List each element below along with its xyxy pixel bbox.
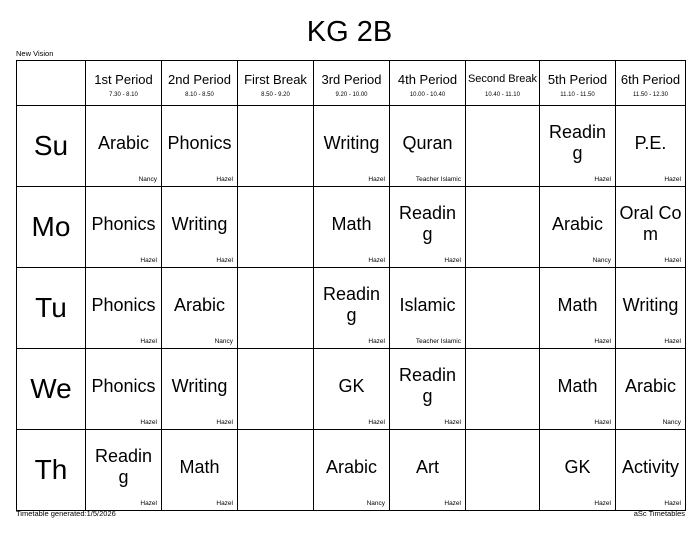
break-cell bbox=[466, 268, 540, 349]
teacher: Hazel bbox=[594, 176, 611, 183]
period-name: 1st Period bbox=[94, 72, 153, 87]
lesson-cell bbox=[540, 349, 616, 430]
subject: GK bbox=[338, 375, 365, 396]
subject: Readin g bbox=[398, 203, 457, 244]
teacher: Nancy bbox=[662, 419, 681, 426]
period-time: 11.50 - 12.30 bbox=[633, 92, 668, 98]
school-name: New Vision bbox=[16, 49, 54, 58]
lesson-cell bbox=[616, 106, 686, 187]
day-row-mo bbox=[17, 187, 686, 268]
break-cell bbox=[238, 268, 314, 349]
lesson-cell bbox=[86, 268, 162, 349]
subject: Arabic bbox=[97, 132, 150, 153]
teacher: Hazel bbox=[140, 500, 157, 507]
subject: Arabic bbox=[173, 294, 226, 315]
period-time: 7.30 - 8.10 bbox=[109, 92, 138, 98]
period-time: 8.50 - 9.20 bbox=[261, 92, 290, 98]
lesson-cell bbox=[390, 268, 466, 349]
teacher: Hazel bbox=[216, 257, 233, 264]
period-name: Second Break bbox=[467, 73, 538, 85]
lesson-cell bbox=[162, 430, 238, 511]
break-cell bbox=[466, 430, 540, 511]
break-header bbox=[466, 61, 540, 106]
teacher: Hazel bbox=[594, 500, 611, 507]
lesson-cell bbox=[86, 349, 162, 430]
day-row-su bbox=[17, 106, 686, 187]
subject: Math bbox=[557, 375, 598, 396]
teacher: Hazel bbox=[140, 338, 157, 345]
subject: Readin g bbox=[94, 446, 153, 487]
lesson-cell bbox=[162, 268, 238, 349]
subject: Activity bbox=[621, 456, 679, 477]
period-header bbox=[86, 61, 162, 106]
period-name: 6th Period bbox=[620, 72, 681, 87]
lesson-cell bbox=[390, 349, 466, 430]
subject: Arabic bbox=[325, 456, 378, 477]
subject: Readin g bbox=[398, 365, 457, 406]
period-time: 9.20 - 10.00 bbox=[335, 92, 368, 98]
teacher: Hazel bbox=[444, 500, 461, 507]
period-name: First Break bbox=[244, 72, 307, 87]
teacher: Hazel bbox=[216, 176, 233, 183]
lesson-cell bbox=[616, 187, 686, 268]
period-time: 10.40 - 11.10 bbox=[485, 92, 520, 98]
teacher: Hazel bbox=[368, 257, 385, 264]
teacher: Hazel bbox=[664, 176, 681, 183]
teacher: Hazel bbox=[140, 419, 157, 426]
period-header bbox=[314, 61, 390, 106]
teacher: Nancy bbox=[592, 257, 611, 264]
teacher: Hazel bbox=[444, 419, 461, 426]
subject: GK bbox=[564, 456, 591, 477]
subject: Math bbox=[557, 294, 598, 315]
period-name: 2nd Period bbox=[168, 72, 231, 87]
period-time: 10.00 - 10.40 bbox=[409, 92, 446, 98]
subject: Writing bbox=[622, 294, 679, 315]
period-header bbox=[540, 61, 616, 106]
subject: Arabic bbox=[551, 213, 604, 234]
lesson-cell bbox=[86, 430, 162, 511]
lesson-cell bbox=[540, 268, 616, 349]
break-cell bbox=[238, 430, 314, 511]
period-name: 3rd Period bbox=[321, 72, 382, 87]
subject: Phonics bbox=[91, 294, 156, 315]
lesson-cell bbox=[314, 430, 390, 511]
lesson-cell bbox=[390, 106, 466, 187]
subject: Writing bbox=[171, 375, 228, 396]
lesson-cell bbox=[162, 106, 238, 187]
lesson-cell bbox=[162, 349, 238, 430]
teacher: Hazel bbox=[216, 419, 233, 426]
lesson-cell bbox=[314, 349, 390, 430]
day-label: Th bbox=[17, 430, 86, 511]
day-row-tu bbox=[17, 268, 686, 349]
lesson-cell bbox=[86, 106, 162, 187]
timetable bbox=[16, 60, 686, 511]
day-label: Su bbox=[17, 106, 86, 187]
lesson-cell bbox=[86, 187, 162, 268]
subject: Math bbox=[331, 213, 372, 234]
subject: Phonics bbox=[91, 375, 156, 396]
teacher: Hazel bbox=[664, 257, 681, 264]
teacher: Hazel bbox=[594, 419, 611, 426]
lesson-cell bbox=[540, 106, 616, 187]
break-cell bbox=[238, 187, 314, 268]
period-time: 8.10 - 8.50 bbox=[185, 92, 214, 98]
brand-note: aSc Timetables bbox=[633, 509, 685, 518]
break-cell bbox=[466, 106, 540, 187]
lesson-cell bbox=[540, 430, 616, 511]
teacher: Hazel bbox=[368, 338, 385, 345]
day-row-th bbox=[17, 430, 686, 511]
subject: Islamic bbox=[399, 294, 456, 315]
lesson-cell bbox=[314, 268, 390, 349]
teacher: Nancy bbox=[214, 338, 233, 345]
subject: Phonics bbox=[91, 213, 156, 234]
subject: Readin g bbox=[548, 122, 607, 163]
teacher: Hazel bbox=[664, 338, 681, 345]
teacher: Hazel bbox=[140, 257, 157, 264]
corner-cell bbox=[17, 61, 86, 106]
header-row bbox=[17, 61, 686, 106]
day-label: Mo bbox=[17, 187, 86, 268]
subject: Math bbox=[179, 456, 220, 477]
subject: Art bbox=[415, 456, 439, 477]
lesson-cell bbox=[390, 430, 466, 511]
teacher: Hazel bbox=[664, 500, 681, 507]
lesson-cell bbox=[390, 187, 466, 268]
page-title: KG 2B bbox=[306, 16, 393, 48]
teacher: Hazel bbox=[368, 419, 385, 426]
teacher: Hazel bbox=[594, 338, 611, 345]
subject: Quran bbox=[402, 132, 453, 153]
teacher: Teacher Islamic bbox=[415, 176, 461, 183]
lesson-cell bbox=[314, 187, 390, 268]
lesson-cell bbox=[540, 187, 616, 268]
period-header bbox=[390, 61, 466, 106]
subject: Writing bbox=[171, 213, 228, 234]
lesson-cell bbox=[314, 106, 390, 187]
lesson-cell bbox=[616, 349, 686, 430]
teacher: Nancy bbox=[138, 176, 157, 183]
period-header bbox=[616, 61, 686, 106]
day-label: Tu bbox=[17, 268, 86, 349]
lesson-cell bbox=[162, 187, 238, 268]
teacher: Hazel bbox=[368, 176, 385, 183]
teacher: Teacher Islamic bbox=[415, 338, 461, 345]
subject: Phonics bbox=[167, 132, 232, 153]
generated-note: Timetable generated:1/5/2026 bbox=[16, 509, 116, 518]
period-header bbox=[162, 61, 238, 106]
period-name: 4th Period bbox=[397, 72, 458, 87]
subject: Readin g bbox=[322, 284, 381, 325]
day-row-we bbox=[17, 349, 686, 430]
period-time: 11.10 - 11.50 bbox=[560, 92, 595, 98]
break-cell bbox=[238, 349, 314, 430]
subject: Writing bbox=[323, 132, 380, 153]
teacher: Hazel bbox=[216, 500, 233, 507]
lesson-cell bbox=[616, 430, 686, 511]
subject: Arabic bbox=[624, 375, 677, 396]
break-cell bbox=[238, 106, 314, 187]
subject: P.E. bbox=[634, 132, 667, 153]
break-header bbox=[238, 61, 314, 106]
break-cell bbox=[466, 187, 540, 268]
break-cell bbox=[466, 349, 540, 430]
subject: Oral Com bbox=[619, 203, 682, 244]
period-name: 5th Period bbox=[547, 72, 608, 87]
lesson-cell bbox=[616, 268, 686, 349]
teacher: Nancy bbox=[366, 500, 385, 507]
teacher: Hazel bbox=[444, 257, 461, 264]
day-label: We bbox=[17, 349, 86, 430]
